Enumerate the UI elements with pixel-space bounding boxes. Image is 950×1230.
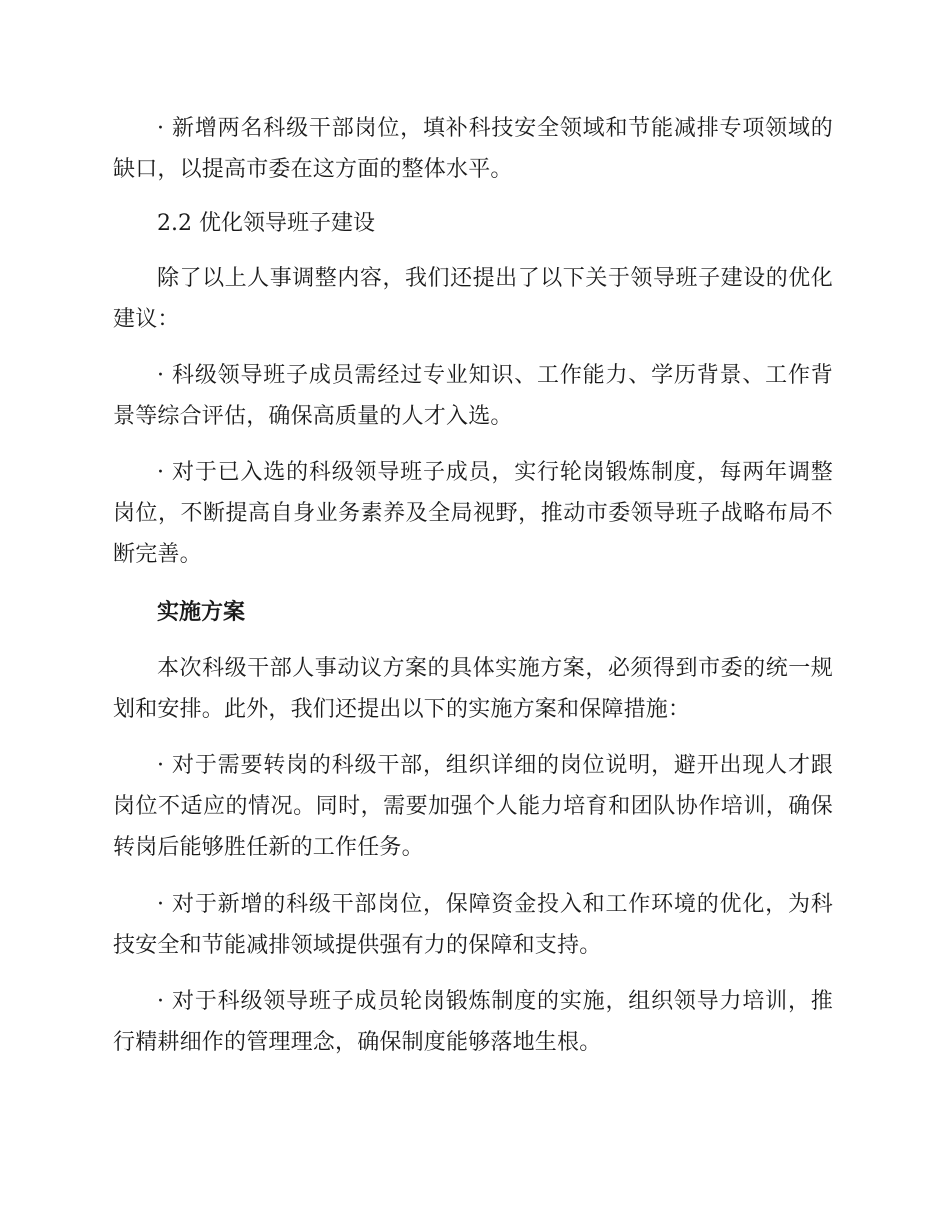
intro-implementation: 本次科级干部人事动议方案的具体实施方案，必须得到市委的统一规划和安排。此外，我们还提出以下的实施方案和保障措施：: [113, 656, 833, 722]
bullet-new-support: · 对于新增的科级干部岗位，保障资金投入和工作环境的优化，为科技安全和节能减排领域提供强有力的保障和支持。: [113, 892, 833, 958]
bullet-evaluation: · 科级领导班子成员需经过专业知识、工作能力、学历背景、工作背景等综合评估，确保高质量的人才入选。: [113, 363, 833, 429]
section-2-2-title: 2.2 优化领导班子建设: [157, 211, 375, 236]
bullet-transfer: · 对于需要转岗的科级干部，组织详细的岗位说明，避开出现人才跟岗位不适应的情况。同时，需要加强个人能力培育和团队协作培训，确保转岗后能够胜任新的工作任务。: [113, 753, 833, 860]
intro-optimization: 除了以上人事调整内容，我们还提出了以下关于领导班子建设的优化建议：: [113, 266, 833, 332]
section-implementation-title: 实施方案: [157, 600, 246, 625]
bullet-training: · 对于科级领导班子成员轮岗锻炼制度的实施，组织领导力培训，推行精耕细作的管理理念，确保制度能够落地生根。: [113, 989, 833, 1055]
bullet-rotation: · 对于已入选的科级领导班子成员，实行轮岗锻炼制度，每两年调整岗位，不断提高自身业务素养及全局视野，推动市委领导班子战略布局不断完善。: [113, 460, 833, 567]
bullet-new-positions: · 新增两名科级干部岗位，填补科技安全领域和节能减排专项领域的缺口，以提高市委在这方面的整体水平。: [113, 116, 833, 182]
